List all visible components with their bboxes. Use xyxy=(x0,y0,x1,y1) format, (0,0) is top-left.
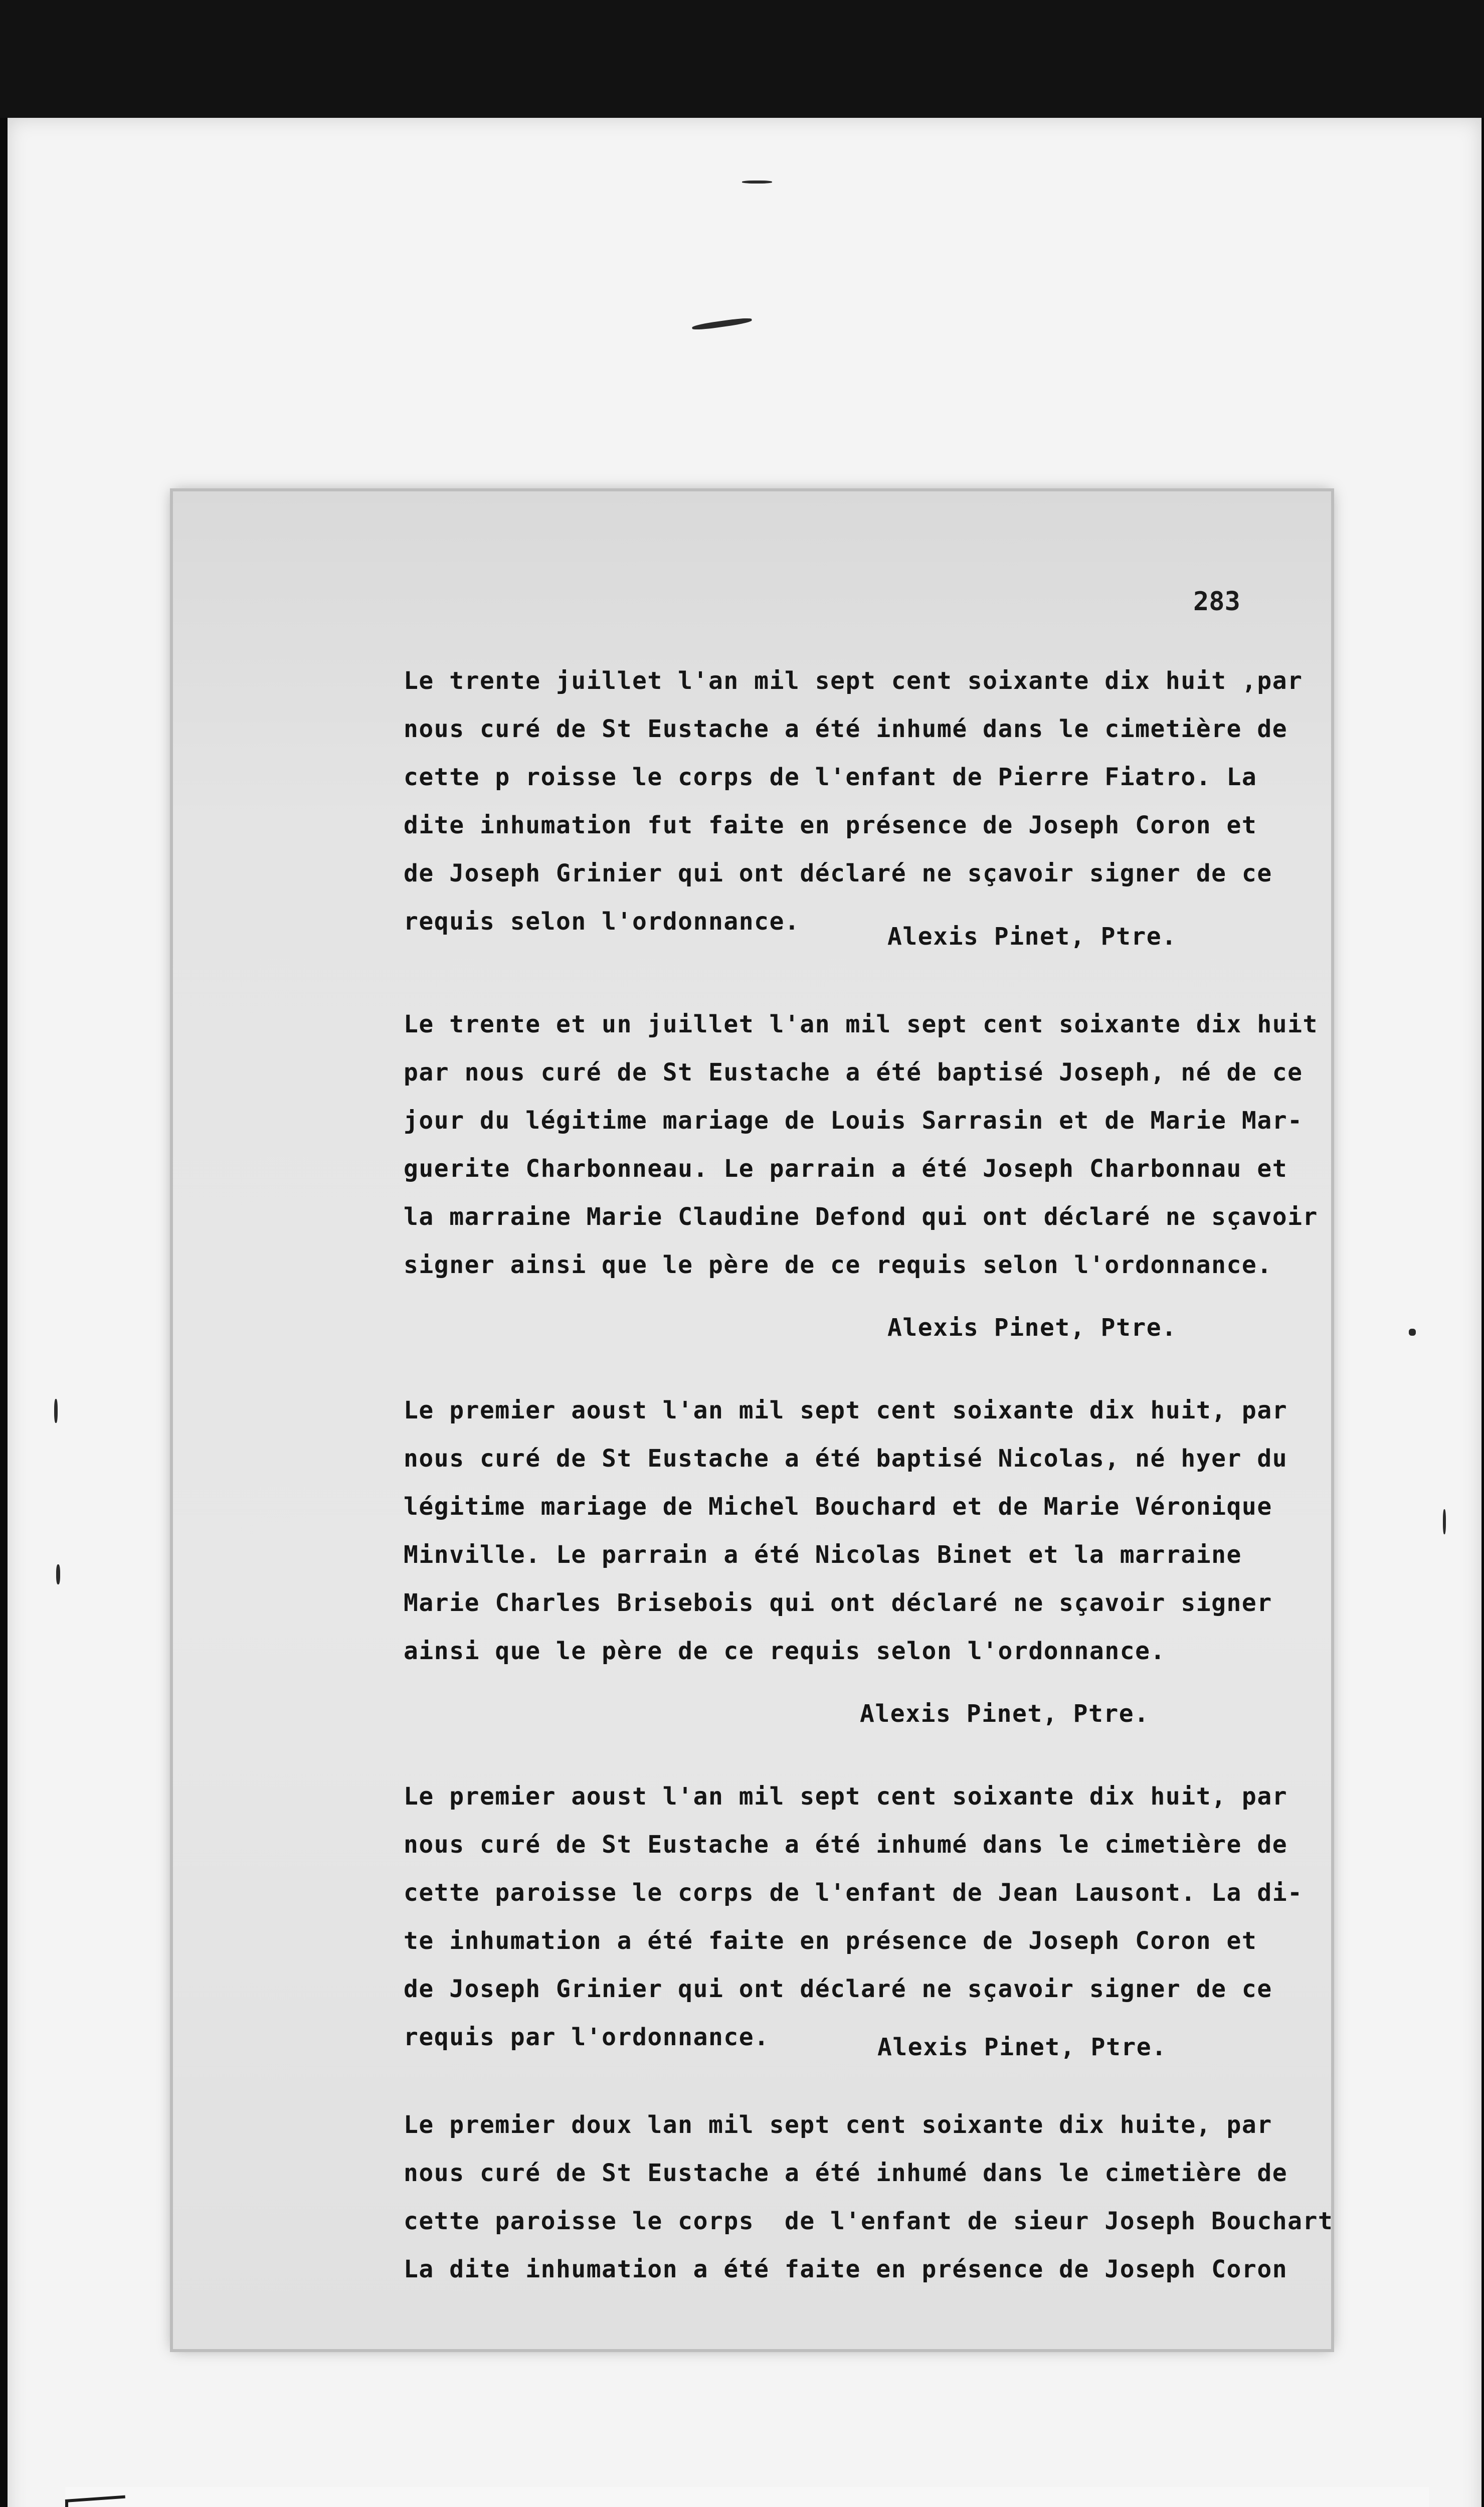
entry-line: guerite Charbonneau. Le parrain a été Joseph Charbonnau et xyxy=(404,1155,1288,1183)
entry-line: requis par l'ordonnance. xyxy=(404,2023,770,2051)
signature: Alexis Pinet, Ptre. xyxy=(860,1700,1150,1728)
signature: Alexis Pinet, Ptre. xyxy=(877,2033,1167,2061)
entry-line: requis selon l'ordonnance. xyxy=(404,908,800,936)
page-number: 283 xyxy=(1193,587,1240,617)
entry-line: jour du légitime mariage de Louis Sarrasin et de Marie Mar- xyxy=(404,1107,1303,1135)
entry-line: Marie Charles Brisebois qui ont déclaré ne sçavoir signer xyxy=(404,1589,1272,1617)
entry-line: de Joseph Grinier qui ont déclaré ne sçavoir signer de ce xyxy=(404,1975,1272,2003)
entry-line: de Joseph Grinier qui ont déclaré ne sçavoir signer de ce xyxy=(404,859,1272,887)
register-page xyxy=(173,491,1334,2349)
dust-speck xyxy=(742,181,772,184)
entry-line: Le trente et un juillet l'an mil sept cent soixante dix huit xyxy=(404,1010,1318,1038)
entry-line: cette paroisse le corps de l'enfant de Jean Lausont. La di- xyxy=(404,1879,1303,1907)
entry-line: nous curé de St Eustache a été inhumé dans le cimetière de xyxy=(404,715,1288,743)
entry-line: Le premier aoust l'an mil sept cent soixante dix huit, par xyxy=(404,1782,1288,1811)
entry-line: par nous curé de St Eustache a été baptisé Joseph, né de ce xyxy=(404,1058,1303,1087)
archive-slip xyxy=(65,2487,1429,2507)
burial-entry-2 xyxy=(404,1772,1321,2061)
signature: Alexis Pinet, Ptre. xyxy=(887,923,1177,951)
entry-line: cette paroisse le corps de l'enfant de sieur Joseph Bouchart xyxy=(404,2207,1334,2235)
baptism-entry-2 xyxy=(404,1386,1321,1675)
entry-line: nous curé de St Eustache a été inhumé dans le cimetière de xyxy=(404,1831,1288,1859)
entry-line: dite inhumation fut faite en présence de Joseph Coron et xyxy=(404,811,1257,839)
entry-line: Minville. Le parrain a été Nicolas Binet et la marraine xyxy=(404,1541,1242,1569)
signature: Alexis Pinet, Ptre. xyxy=(887,1314,1177,1342)
baptism-entry-1 xyxy=(404,1000,1321,1289)
entry-line: nous curé de St Eustache a été inhumé dans le cimetière de xyxy=(404,2159,1288,2187)
entry-line: légitime mariage de Michel Bouchard et de Marie Véronique xyxy=(404,1493,1272,1521)
entry-line: nous curé de St Eustache a été baptisé Nicolas, né hyer du xyxy=(404,1445,1288,1473)
entry-line: Le premier aoust l'an mil sept cent soixante dix huit, par xyxy=(404,1396,1288,1424)
dust-speck xyxy=(54,1399,58,1423)
entry-line: Le premier doux lan mil sept cent soixante dix huite, par xyxy=(404,2111,1272,2139)
entry-line: la marraine Marie Claudine Defond qui ont déclaré ne sçavoir xyxy=(404,1203,1318,1231)
burial-entry-3 xyxy=(404,2101,1334,2293)
dust-speck xyxy=(56,1564,60,1584)
film-border-top xyxy=(0,0,1484,118)
burial-entry-1 xyxy=(404,657,1321,946)
entry-line: signer ainsi que le père de ce requis selon l'ordonnance. xyxy=(404,1251,1272,1279)
dust-speck xyxy=(1443,1509,1446,1534)
entry-line: cette p roisse le corps de l'enfant de Pierre Fiatro. La xyxy=(404,763,1257,791)
entry-line: La dite inhumation a été faite en présence de Joseph Coron xyxy=(404,2255,1288,2283)
entry-line: te inhumation a été faite en présence de Joseph Coron et xyxy=(404,1927,1257,1955)
entry-line: ainsi que le père de ce requis selon l'ordonnance. xyxy=(404,1637,1166,1665)
entry-line: Le trente juillet l'an mil sept cent soixante dix huit ,par xyxy=(404,667,1303,695)
dust-speck xyxy=(1409,1329,1416,1336)
